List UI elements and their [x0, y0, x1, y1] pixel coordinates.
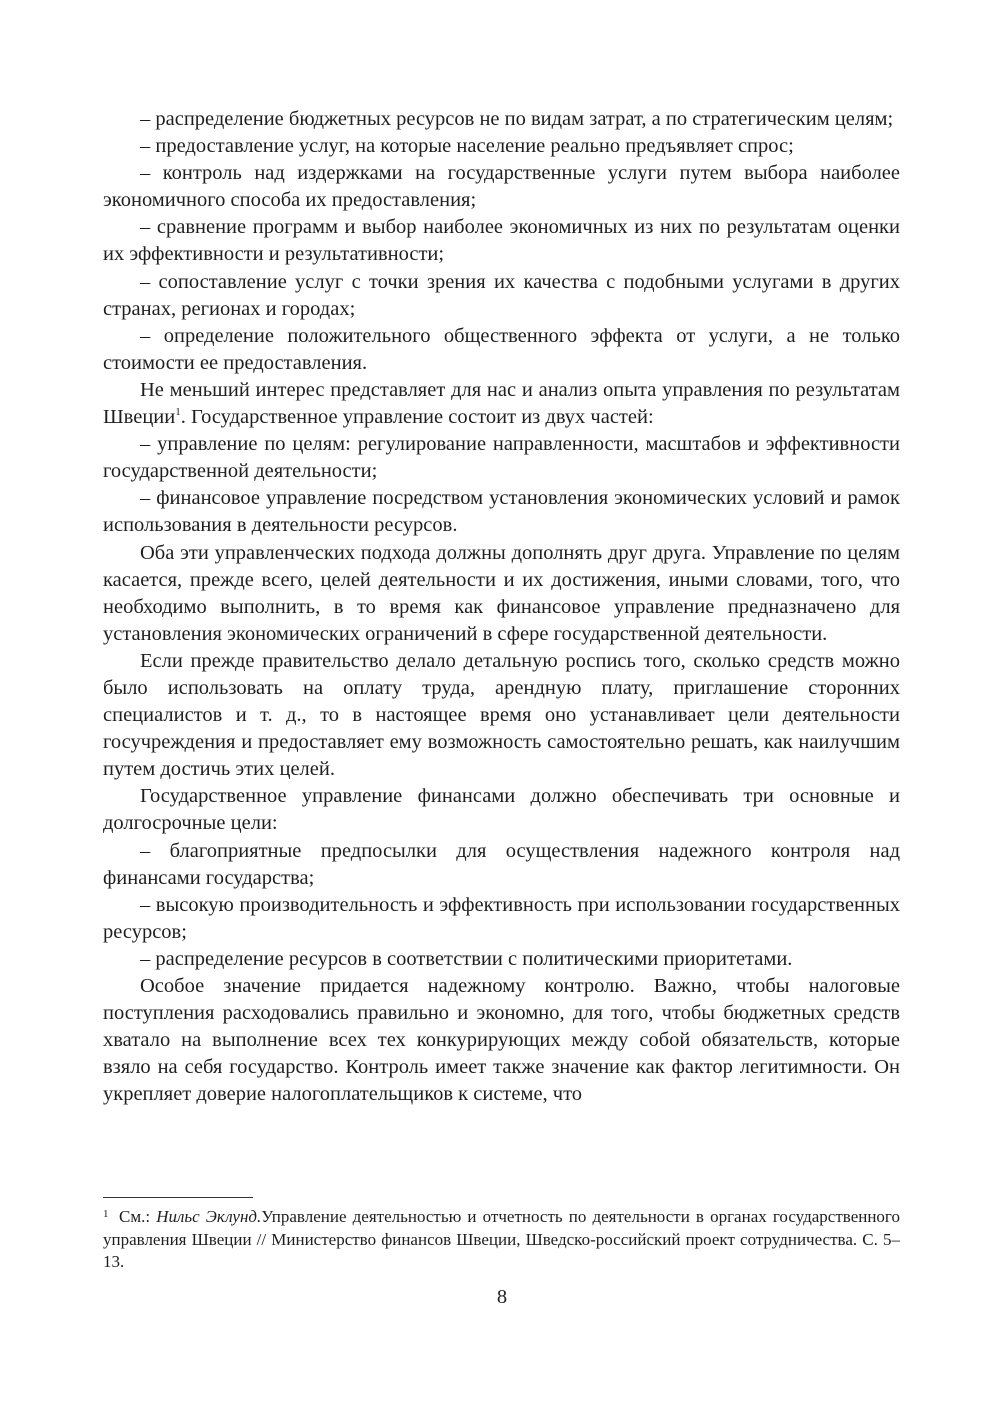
sweden-intro-continuation: . Государственное управление состоит из двух частей: [180, 406, 654, 429]
footnote-prefix: См.: [119, 1207, 157, 1226]
paragraph-complementary-approaches: Оба эти управленческих подхода должны дополнять друг друга. Управление по целям касается, прежде всего, целей деятельности и их достижения, иными словами, того, что необходимо выполнить, в то время как финансовое управление предназначено для установления экономических ограничений в сфере государственной деятельности. [103, 541, 900, 645]
footnote-reference[interactable]: 1 [175, 406, 181, 419]
footnote-body [103, 1206, 900, 1274]
paragraph-management-by-goals: – управление по целям: регулирование направленности, масштабов и эффективности государственной деятельности; [103, 433, 900, 483]
paragraph-program-comparison: – сравнение программ и выбор наиболее экономичных из них по результатам оценки их эффективности и результативности; [103, 216, 900, 266]
paragraph-sweden-intro [103, 377, 900, 431]
footnote-author: Нильс Эклунд. [156, 1207, 262, 1226]
paragraph-reliable-control: – благоприятные предпосылки для осуществления надежного контроля над финансами государства; [103, 839, 900, 889]
paragraph-financial-management: – финансовое управление посредством установления экономических условий и рамок использования в деятельности ресурсов. [103, 487, 900, 537]
footnote-text: Управление деятельностью и отчетность по деятельности в органах государственного управления Швеции // Министерство финансов Швеции, Шведско-российский проект сотрудничества. С. 5–13. [103, 1207, 900, 1271]
page-number: 8 [496, 1286, 508, 1308]
paragraph-services-demand: – предоставление услуг, на которые население реально предъявляет спрос; [140, 135, 794, 158]
paragraph-budget-allocation: – распределение бюджетных ресурсов не по видам затрат, а по стратегическим целям; [140, 108, 894, 130]
paragraph-public-effect: – определение положительного общественного эффекта от услуги, а не только стоимости ее предоставления. [103, 324, 900, 374]
paragraph-three-goals: Государственное управление финансами должно обеспечивать три основные и долгосрочные цели: [103, 785, 900, 835]
footnote [103, 1206, 900, 1274]
footnote-number: 1 [103, 1208, 109, 1220]
sweden-intro-text: Не меньший интерес представляет для нас и анализ опыта управления по результатам Швеции [103, 378, 900, 429]
paragraph-government-detail: Если прежде правительство делало детальную роспись того, сколько средств можно было использовать на оплату труда, арендную плату, приглашение сторонних специалистов и т. д., то в настоящее время оно устанавливает цели деятельности госучреждения и предоставляет ему возможность самостоятельно решать, как наилучшим путем достичь этих целей. [103, 649, 900, 781]
paragraph-control-importance: Особое значение придается надежному контролю. Важно, чтобы налоговые поступления расходовались правильно и экономно, для того, чтобы бюджетных средств хватало на выполнение всех тех конкурирующих между собой обязательств, которые взяло на себя государство. Контроль имеет также значение как фактор легитимности. Он укрепляет доверие налогоплательщиков к системе, что [103, 975, 900, 1106]
paragraph-resource-allocation: – распределение ресурсов в соответствии с политическими приоритетами. [140, 947, 793, 970]
main-text [103, 106, 900, 1108]
paragraph-productivity: – высокую производительность и эффективность при использовании государственных ресурсов; [103, 893, 900, 943]
paragraph-service-quality: – сопоставление услуг с точки зрения их качества с подобными услугами в других странах, регионах и городах; [103, 270, 900, 320]
paragraph-cost-control: – контроль над издержками на государственные услуги путем выбора наиболее экономичного способа их предоставления; [103, 162, 900, 212]
footnote-separator [103, 1197, 253, 1198]
